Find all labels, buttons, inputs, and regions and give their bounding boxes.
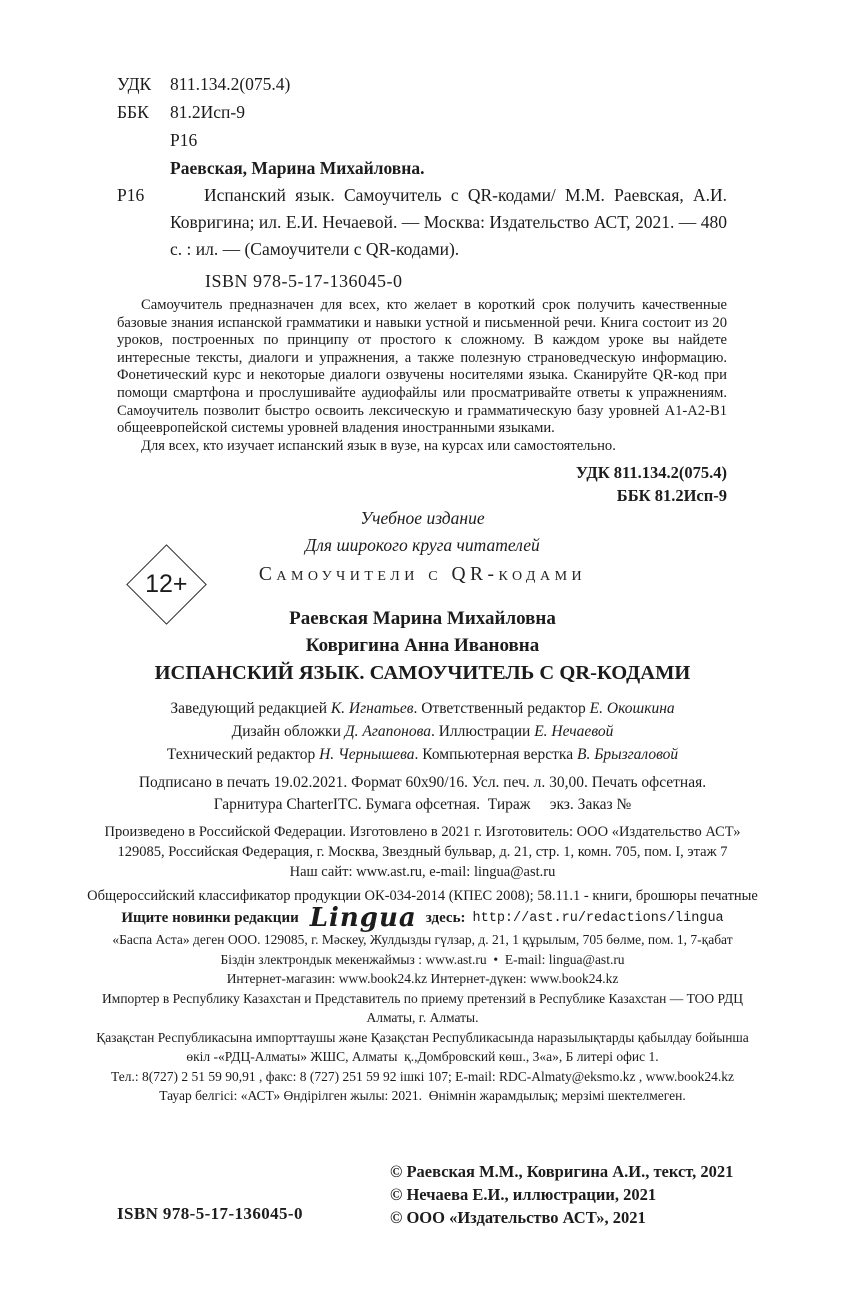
age-rating-text: 12+ xyxy=(145,569,188,598)
kazakhstan-block xyxy=(50,930,795,1106)
manufacturer-line-1: Произведено в Российской Федерации. Изготовлено в 2021 г. Изготовитель: ООО «Издательство АСТ» xyxy=(104,824,741,840)
author-name-2: Ковригина Анна Ивановна xyxy=(305,634,540,656)
staff-name: Е. Окошкина xyxy=(589,700,675,717)
staff-role: . Компьютерная верстка xyxy=(414,746,577,763)
bibliographic-entry xyxy=(117,182,727,263)
kazakh-line: «Баспа Аста» деген ООО. 129085, г. Мәскеу, Жулдызды гүлзар, д. 21, 1 құрылым, 705 бөлме, пом. 1, 7-қабат xyxy=(112,932,733,947)
kazakh-line: өкіл -«РДЦ-Алматы» ЖШС, Алматы қ.,Домбровский көш., 3«а», Б литері офис 1. xyxy=(186,1049,659,1064)
bbk-right: ББК 81.2Исп-9 xyxy=(616,486,727,506)
catalog-block xyxy=(117,70,727,263)
udk-row xyxy=(117,70,727,98)
manufacturer-line-2: 129085, Российская Федерация, г. Москва, Звездный бульвар, д. 21, стр. 1, комн. 705, пом. I, этаж 7 xyxy=(117,844,728,860)
kazakh-line: Қазақстан Республикасына импорттаушы және Қазақстан Республикасында наразылықтарды қабылдау бойынша xyxy=(96,1029,749,1045)
kazakh-line: Біздін злектрондык мекенжаймыз : www.ast.ru • E-mail: lingua@ast.ru xyxy=(220,951,625,967)
manufacturer-line-3: Наш сайт: www.ast.ru, e-mail: lingua@ast.ru xyxy=(289,864,556,880)
copyright-publisher: © ООО «Издательство АСТ», 2021 xyxy=(390,1208,646,1227)
staff-line-2 xyxy=(0,720,845,743)
staff-name: Е. Нечаевой xyxy=(534,723,614,740)
staff-line-3 xyxy=(0,743,845,766)
bbk-row xyxy=(117,98,727,126)
edition-block xyxy=(0,505,845,559)
staff-name: Д. Агапонова xyxy=(344,723,431,740)
imprint-line-2: Гарнитура CharterITC. Бумага офсетная. Тираж экз. Заказ № xyxy=(213,796,632,813)
staff-block xyxy=(0,697,845,766)
catalog-code: Р16 xyxy=(170,130,198,150)
lingua-promo-url: http://ast.ru/redactions/lingua xyxy=(472,910,724,926)
author-heading: Раевская, Марина Михайловна. xyxy=(170,158,425,178)
udk-label: УДК xyxy=(117,74,152,94)
author-name-1: Раевская Марина Михайловна xyxy=(289,608,556,629)
copyright-illustrations: © Нечаева Е.И., иллюстрации, 2021 xyxy=(390,1185,657,1204)
bbk-value: 81.2Исп-9 xyxy=(170,102,245,122)
annotation-audience: Для всех, кто изучает испанский язык в вузе, на курсах или самостоятельно. xyxy=(141,437,616,454)
manufacturer-block xyxy=(0,822,845,882)
kazakh-line: Тауар белгісі: «АСТ» Өндірілген жылы: 2021. Өнімнін жарамдылық; мерзімі шектелмеген. xyxy=(159,1088,686,1103)
kazakh-line: Импортер в Республику Казахстан и Представитель по приему претензий в Республике Казахстан — ТОО РДЦ xyxy=(102,990,743,1006)
lingua-logo: Lingua xyxy=(309,903,417,933)
product-classifier: Общероссийский классификатор продукции ОК-034-2014 (КПЕС 2008); 58.11.1 - книги, брошюры печатные xyxy=(87,888,758,904)
staff-role: . Ответственный редактор xyxy=(413,700,590,717)
staff-line-1 xyxy=(0,697,845,720)
lingua-promo-middle: здесь: xyxy=(425,909,466,926)
imprint-block xyxy=(0,772,845,816)
staff-name: В. Брызгаловой xyxy=(576,746,679,763)
staff-role: . Иллюстрации xyxy=(430,723,535,740)
udk-value: 811.134.2(075.4) xyxy=(170,74,291,94)
kazakh-line: Интернет-магазин: www.book24.kz Интернет-дүкен: www.book24.kz xyxy=(226,971,619,986)
imprint-line-1: Подписано в печать 19.02.2021. Формат 60х90/16. Усл. печ. л. 30,00. Печать офсетная. xyxy=(138,774,707,791)
isbn-top: ISBN 978-5-17-136045-0 xyxy=(205,271,403,291)
bbk-label: ББК xyxy=(117,102,149,122)
entry-code: Р16 xyxy=(117,185,145,205)
isbn-bottom: ISBN 978-5-17-136045-0 xyxy=(117,1204,303,1223)
staff-name: Н. Чернышева xyxy=(319,746,415,763)
entry-text: Испанский язык. Самоучитель с QR-кодами/ М.М. Раевская, А.И. Ковригина; ил. Е.И. Нечаевой. — Москва: Издательство АСТ, 2021. — 480 с. : ил. — (Самоучители с QR-кодами). xyxy=(170,185,727,259)
copyright-lines xyxy=(390,1160,845,1229)
staff-role: Технический редактор xyxy=(166,746,320,763)
book-title: ИСПАНСКИЙ ЯЗЫК. САМОУЧИТЕЛЬ С QR-КОДАМИ xyxy=(154,662,691,684)
udk-right: УДК 811.134.2(075.4) xyxy=(575,463,727,483)
title-block xyxy=(0,606,845,687)
series-title: Самоучители с QR-кодами xyxy=(258,564,587,585)
kazakh-line: Тел.: 8(727) 2 51 59 90,91 , факс: 8 (727) 251 59 92 ішкі 107; E-mail: RDC-Almaty@eksmo.kz , www.book24.kz xyxy=(111,1068,734,1084)
edition-type: Учебное издание xyxy=(360,508,485,528)
copyright-block xyxy=(0,1160,845,1250)
copyright-text-authors: © Раевская М.М., Ковригина А.И., текст, 2021 xyxy=(390,1162,734,1181)
staff-name: К. Игнатьев xyxy=(330,700,414,717)
staff-role: Дизайн обложки xyxy=(231,723,345,740)
kazakh-line: Алматы, г. Алматы. xyxy=(366,1010,479,1025)
annotation-paragraph: Самоучитель предназначен для всех, кто желает в короткий срок получить качественные базовые знания испанской грамматики и навыки устной и письменной речи. Книга состоит из 20 уроков, построенных по принципу от простого к сложному. В каждом уроке вы найдете интересные тексты, диалоги и упражнения, а также полезную страноведческую информацию. Фонетический курс и некоторые диалоги озвучены носителями языка. Сканируйте QR-код при помощи смартфона и прослушивайте аудиофайлы или просматривайте ответы к упражнениям. Самоучитель позволит быстро освоить лексическую и грамматическую базу уровней A1-A2-B1 общеевропейской системы уровней владения иностранными языками. xyxy=(117,297,727,437)
edition-readers: Для широкого круга читателей xyxy=(305,535,540,555)
staff-role: Заведующий редакцией xyxy=(170,700,331,717)
annotation-block xyxy=(117,297,727,507)
lingua-promo-prefix: Ищите новинки редакции xyxy=(121,909,299,926)
